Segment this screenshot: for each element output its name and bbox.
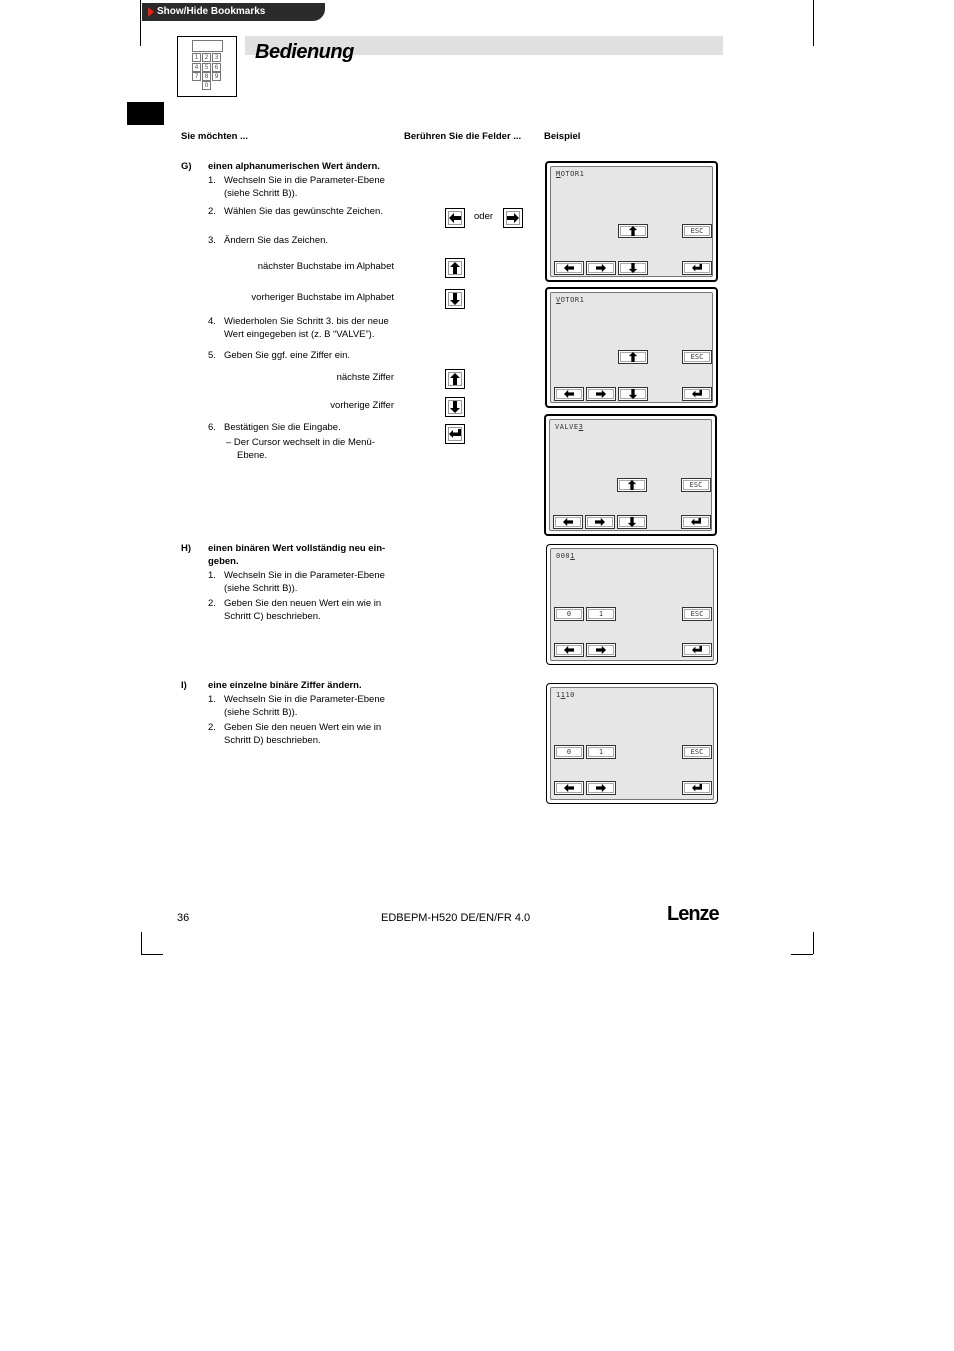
action-label: vorheriger Buchstabe im Alphabet bbox=[251, 292, 394, 303]
down-arrow-button[interactable] bbox=[445, 397, 465, 417]
action-label: nächste Ziffer bbox=[336, 372, 394, 383]
section-heading: einen binären Wert vollständig neu ein- bbox=[208, 543, 386, 554]
step-text: Schritt C) beschrieben. bbox=[224, 611, 321, 622]
up-arrow-icon bbox=[449, 262, 461, 274]
step-text: Geben Sie ggf. eine Ziffer ein. bbox=[224, 350, 351, 361]
down-arrow-button[interactable] bbox=[618, 261, 648, 275]
section-letter: H) bbox=[181, 543, 192, 554]
keypad-key: 1 bbox=[192, 53, 201, 62]
step-text: (siehe Schritt B)). bbox=[224, 188, 298, 199]
step-text: (siehe Schritt B)). bbox=[224, 583, 298, 594]
page-number: 36 bbox=[177, 912, 190, 924]
keypad-key: 0 bbox=[202, 81, 211, 90]
step-text: Schritt D) beschrieben. bbox=[224, 735, 321, 746]
left-arrow-button[interactable] bbox=[554, 387, 584, 401]
esc-button[interactable]: ESC bbox=[682, 745, 712, 759]
right-arrow-icon bbox=[595, 263, 607, 273]
keypad-key: 4 bbox=[192, 63, 201, 72]
enter-arrow-icon bbox=[691, 783, 703, 793]
step-text: Wert eingegeben ist (z. B “VALVE”). bbox=[224, 329, 375, 340]
right-arrow-button[interactable] bbox=[586, 643, 616, 657]
step-text: Bestätigen Sie die Eingabe. bbox=[224, 422, 341, 433]
step-text: Geben Sie den neuen Wert ein wie in bbox=[224, 722, 382, 733]
down-arrow-icon bbox=[627, 389, 639, 399]
binary-0-button[interactable]: 0 bbox=[554, 745, 584, 759]
right-arrow-icon bbox=[594, 517, 606, 527]
crop-mark bbox=[141, 932, 142, 954]
enter-arrow-icon bbox=[691, 389, 703, 399]
document-id: EDBEPM-H520 DE/EN/FR 4.0 bbox=[381, 912, 531, 924]
example-screen bbox=[544, 414, 717, 536]
enter-button[interactable] bbox=[682, 261, 712, 275]
step-text: Geben Sie den neuen Wert ein wie in bbox=[224, 598, 382, 609]
down-arrow-button[interactable] bbox=[617, 515, 647, 529]
example-screen bbox=[546, 683, 718, 804]
up-arrow-icon bbox=[449, 373, 461, 385]
left-arrow-icon bbox=[563, 783, 575, 793]
left-arrow-icon bbox=[563, 389, 575, 399]
up-arrow-icon bbox=[627, 352, 639, 362]
step-text: Wechseln Sie in die Parameter-Ebene bbox=[224, 570, 385, 581]
keypad-key: 8 bbox=[202, 72, 211, 81]
step-number: 1. bbox=[208, 694, 216, 705]
binary-1-button[interactable]: 1 bbox=[586, 607, 616, 621]
left-arrow-icon bbox=[449, 212, 461, 224]
right-arrow-icon bbox=[595, 645, 607, 655]
keypad-key: 5 bbox=[202, 63, 211, 72]
esc-button[interactable]: ESC bbox=[681, 478, 711, 492]
down-arrow-button[interactable] bbox=[445, 289, 465, 309]
step-number: 3. bbox=[208, 235, 216, 246]
enter-button[interactable] bbox=[682, 781, 712, 795]
crop-mark bbox=[813, 0, 814, 46]
enter-button[interactable] bbox=[682, 387, 712, 401]
section-heading: einen alphanumerischen Wert ändern. bbox=[208, 161, 380, 172]
enter-arrow-icon bbox=[449, 428, 461, 440]
left-arrow-icon bbox=[562, 517, 574, 527]
screen-value: MOTOR1 bbox=[556, 170, 585, 178]
keypad-key: 9 bbox=[212, 72, 221, 81]
or-label: oder bbox=[474, 211, 494, 222]
step-number: 2. bbox=[208, 206, 216, 217]
column-header-want: Sie möchten ... bbox=[181, 131, 249, 142]
section-heading: geben. bbox=[208, 556, 239, 567]
right-arrow-icon bbox=[595, 783, 607, 793]
example-screen bbox=[546, 544, 718, 665]
bookmark-label: Show/Hide Bookmarks bbox=[157, 6, 266, 17]
enter-button[interactable] bbox=[681, 515, 711, 529]
section-letter: I) bbox=[181, 680, 187, 691]
page-title: Bedienung bbox=[255, 41, 354, 63]
example-screen bbox=[545, 287, 718, 408]
step-note: Ebene. bbox=[237, 450, 268, 461]
binary-0-button[interactable]: 0 bbox=[554, 607, 584, 621]
screen-value: 0001 bbox=[556, 552, 575, 560]
right-arrow-icon bbox=[507, 212, 519, 224]
action-label: nächster Buchstabe im Alphabet bbox=[257, 261, 394, 272]
step-text: Ändern Sie das Zeichen. bbox=[224, 235, 329, 246]
step-note: – Der Cursor wechselt in die Menü- bbox=[226, 437, 375, 448]
down-arrow-icon bbox=[626, 517, 638, 527]
step-text: Wiederholen Sie Schritt 3. bis der neue bbox=[224, 316, 389, 327]
section-letter: G) bbox=[181, 161, 192, 172]
esc-button[interactable]: ESC bbox=[682, 224, 712, 238]
step-number: 6. bbox=[208, 422, 216, 433]
column-header-example: Beispiel bbox=[544, 131, 581, 142]
up-arrow-button[interactable] bbox=[445, 258, 465, 278]
binary-1-button[interactable]: 1 bbox=[586, 745, 616, 759]
keypad-key: 3 bbox=[212, 53, 221, 62]
step-number: 5. bbox=[208, 350, 216, 361]
up-arrow-button[interactable] bbox=[617, 478, 647, 492]
right-arrow-button[interactable] bbox=[503, 208, 523, 228]
left-arrow-button[interactable] bbox=[554, 643, 584, 657]
chapter-marker bbox=[127, 102, 164, 125]
show-hide-bookmarks-button[interactable] bbox=[142, 3, 325, 21]
step-text: Wählen Sie das gewünschte Zeichen. bbox=[224, 206, 383, 217]
up-arrow-button[interactable] bbox=[445, 369, 465, 389]
column-header-touch: Berühren Sie die Felder ... bbox=[404, 131, 522, 142]
esc-button[interactable]: ESC bbox=[682, 607, 712, 621]
enter-arrow-icon bbox=[691, 263, 703, 273]
left-arrow-icon bbox=[563, 645, 575, 655]
keypad-key: 2 bbox=[202, 53, 211, 62]
enter-arrow-icon bbox=[691, 645, 703, 655]
left-arrow-button[interactable] bbox=[445, 208, 465, 228]
crop-mark bbox=[141, 954, 163, 955]
lenze-logo: Lenze bbox=[667, 903, 719, 925]
step-number: 2. bbox=[208, 722, 216, 733]
crop-mark bbox=[140, 0, 141, 46]
left-arrow-button[interactable] bbox=[554, 781, 584, 795]
step-text: Wechseln Sie in die Parameter-Ebene bbox=[224, 175, 385, 186]
up-arrow-icon bbox=[626, 480, 638, 490]
up-arrow-icon bbox=[627, 226, 639, 236]
down-arrow-button[interactable] bbox=[618, 387, 648, 401]
up-arrow-button[interactable] bbox=[618, 350, 648, 364]
crop-mark bbox=[813, 932, 814, 954]
right-arrow-icon bbox=[595, 389, 607, 399]
screen-value: VALVE3 bbox=[555, 423, 584, 431]
step-text: Wechseln Sie in die Parameter-Ebene bbox=[224, 694, 385, 705]
screen-value: VOTOR1 bbox=[556, 296, 585, 304]
down-arrow-icon bbox=[449, 293, 461, 305]
keypad-display bbox=[192, 40, 223, 52]
esc-button[interactable]: ESC bbox=[682, 350, 712, 364]
enter-arrow-icon bbox=[690, 517, 702, 527]
keypad-key: 6 bbox=[212, 63, 221, 72]
example-screen bbox=[545, 161, 718, 282]
screen-value: 1110 bbox=[556, 691, 575, 699]
left-arrow-icon bbox=[563, 263, 575, 273]
left-arrow-button[interactable] bbox=[554, 261, 584, 275]
triangle-right-icon bbox=[148, 7, 154, 17]
enter-button[interactable] bbox=[682, 643, 712, 657]
enter-button[interactable] bbox=[445, 424, 465, 444]
step-number: 1. bbox=[208, 570, 216, 581]
step-number: 4. bbox=[208, 316, 216, 327]
crop-mark bbox=[791, 954, 813, 955]
step-number: 1. bbox=[208, 175, 216, 186]
section-heading: eine einzelne binäre Ziffer ändern. bbox=[208, 680, 362, 691]
right-arrow-button[interactable] bbox=[586, 387, 616, 401]
left-arrow-button[interactable] bbox=[553, 515, 583, 529]
right-arrow-button[interactable] bbox=[585, 515, 615, 529]
keypad-icon bbox=[177, 36, 237, 97]
step-text: (siehe Schritt B)). bbox=[224, 707, 298, 718]
up-arrow-button[interactable] bbox=[618, 224, 648, 238]
down-arrow-icon bbox=[449, 401, 461, 413]
keypad-key: 7 bbox=[192, 72, 201, 81]
right-arrow-button[interactable] bbox=[586, 261, 616, 275]
action-label: vorherige Ziffer bbox=[330, 400, 394, 411]
step-number: 2. bbox=[208, 598, 216, 609]
down-arrow-icon bbox=[627, 263, 639, 273]
right-arrow-button[interactable] bbox=[586, 781, 616, 795]
